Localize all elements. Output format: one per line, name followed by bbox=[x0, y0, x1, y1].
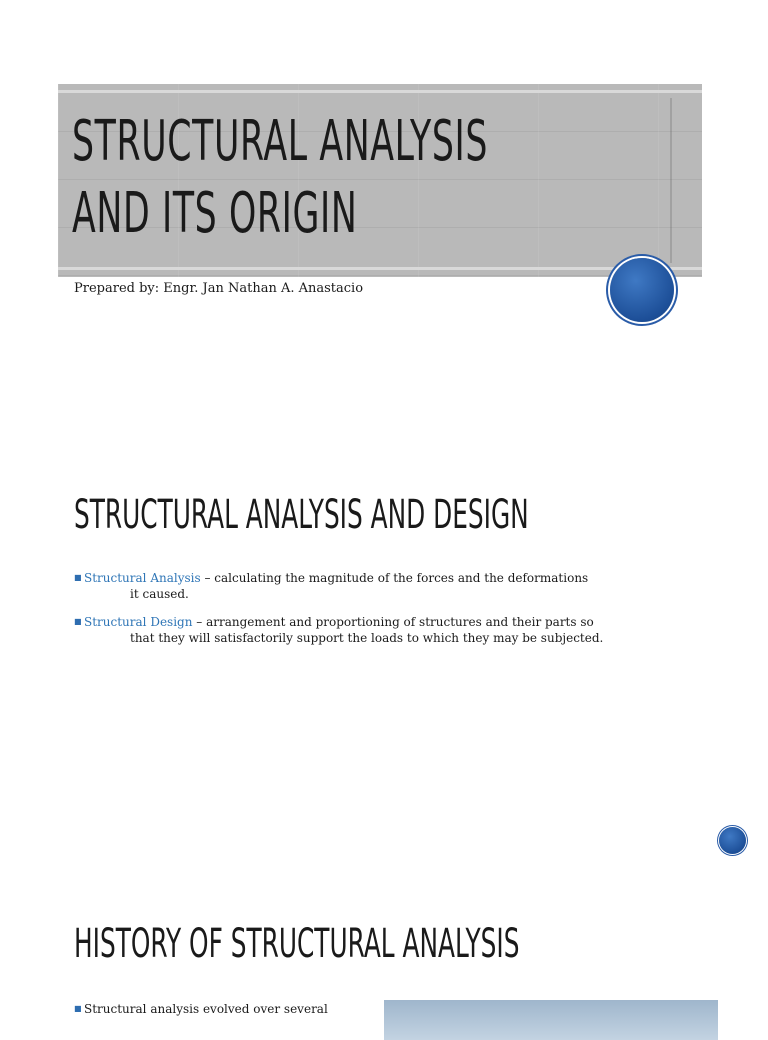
term-structural-design: Structural Design bbox=[84, 615, 193, 629]
bullet-text: Structural analysis evolved over several bbox=[84, 1002, 328, 1016]
banner-texture-stripe bbox=[670, 98, 672, 263]
slide-heading: HISTORY OF STRUCTURAL ANALYSIS bbox=[74, 921, 520, 967]
term-structural-analysis: Structural Analysis bbox=[84, 571, 201, 585]
blue-circle-logo-icon bbox=[610, 258, 674, 322]
history-slide bbox=[0, 875, 768, 1024]
list-item bbox=[74, 614, 674, 646]
analysis-design-slide bbox=[0, 420, 768, 875]
definition-text: – arrangement and proportioning of structures and their parts so bbox=[192, 615, 594, 629]
bullet-list bbox=[74, 570, 674, 658]
title-line-1: STRUCTURAL ANALYSIS bbox=[72, 109, 489, 174]
bullet-list bbox=[74, 1001, 364, 1029]
definition-text: – calculating the magnitude of the forces and the deformations bbox=[200, 571, 589, 585]
title-slide bbox=[0, 0, 768, 420]
bullet-square-icon: ■ bbox=[74, 573, 82, 582]
title-line-2: AND ITS ORIGIN bbox=[72, 181, 358, 246]
bullet-square-icon: ■ bbox=[74, 1004, 82, 1013]
slide-heading: STRUCTURAL ANALYSIS AND DESIGN bbox=[74, 492, 529, 538]
blue-circle-logo-icon bbox=[719, 827, 746, 854]
banner-bottom-rule bbox=[58, 267, 702, 270]
list-item bbox=[74, 570, 674, 602]
slide-title bbox=[72, 106, 488, 250]
list-item bbox=[74, 1001, 364, 1017]
definition-continuation: that they will satisfactorily support the loads to which they may be subjected. bbox=[130, 631, 604, 645]
historic-photo-image bbox=[384, 1000, 718, 1040]
title-banner bbox=[58, 84, 702, 277]
presenter-credit: Prepared by: Engr. Jan Nathan A. Anastacio bbox=[74, 281, 364, 296]
bullet-square-icon: ■ bbox=[74, 617, 82, 626]
definition-continuation: it caused. bbox=[130, 587, 189, 601]
banner-top-rule bbox=[58, 90, 702, 93]
